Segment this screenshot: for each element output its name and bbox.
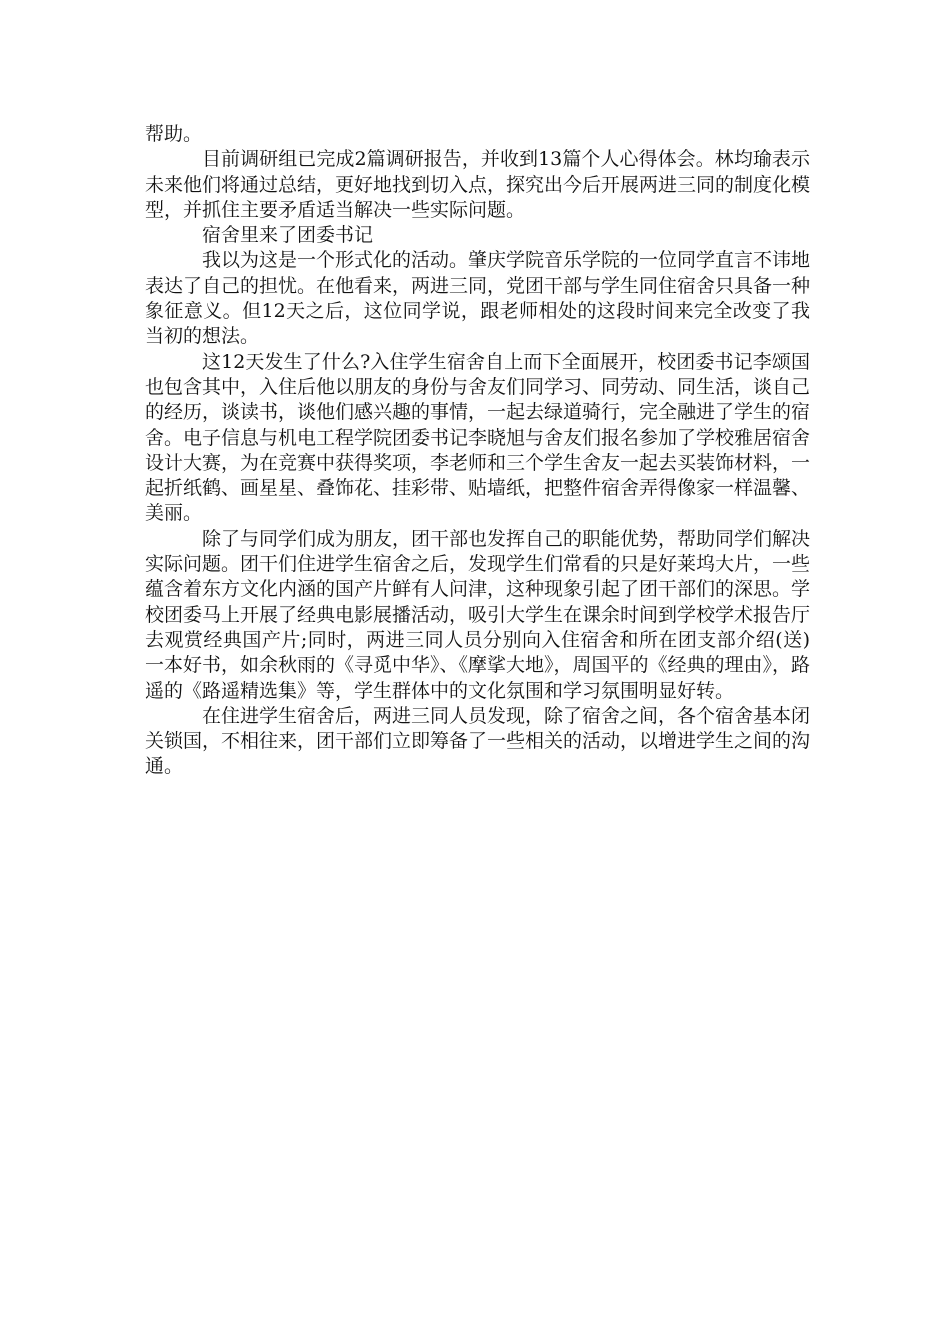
paragraph-continuation: 帮助。	[145, 123, 203, 145]
paragraph-student-concern: 我以为这是一个形式化的活动。肇庆学院音乐学院的一位同学直言不讳地表达了自己的担忧。在他看来，两进三同，党团干部与学生同住宿舍只具备一种象征意义。但12天之后，这位同学说，跟老师相处的这段时间来完全改变了我当初的想法。	[145, 249, 811, 348]
paragraph-twelve-days: 这12天发生了什么?入住学生宿舍自上而下全面展开，校团委书记李颂国也包含其中，入住后他以朋友的身份与舍友们同学习、同劳动、同生活，谈自己的经历，谈读书，谈他们感兴趣的事情，一起去绿道骑行，完全融进了学生的宿舍。电子信息与机电工程学院团委书记李晓旭与舍友们报名参加了学校雅居宿舍设计大赛，为在竞赛中获得奖项，李老师和三个学生舍友一起去买装饰材料，一起折纸鹤、画星星、叠饰花、挂彩带、贴墙纸，把整件宿舍弄得像家一样温馨、美丽。	[145, 350, 811, 525]
paragraph-research-progress: 目前调研组已完成2篇调研报告，并收到13篇个人心得体会。林均瑜表示未来他们将通过总结，更好地找到切入点，探究出今后开展两进三同的制度化模型，并抓住主要矛盾适当解决一些实际问题。	[145, 148, 811, 221]
paragraph-cultural-activities: 除了与同学们成为朋友，团干部也发挥自己的职能优势，帮助同学们解决实际问题。团干们住进学生宿舍之后，发现学生们常看的只是好莱坞大片，一些蕴含着东方文化内涵的国产片鲜有人问津，这种现象引起了团干部们的深思。学校团委马上开展了经典电影展播活动，吸引大学生在课余时间到学校学术报告厅去观赏经典国产片;同时，两进三同人员分别向入住宿舍和所在团支部介绍(送)一本好书，如余秋雨的《寻觅中华》、《摩挲大地》，周国平的《经典的理由》，路遥的《路遥精选集》等，学生群体中的文化氛围和学习氛围明显好转。	[145, 527, 811, 702]
paragraph-communication: 在住进学生宿舍后，两进三同人员发现，除了宿舍之间，各个宿舍基本闭关锁国，不相往来，团干部们立即筹备了一些相关的活动，以增进学生之间的沟通。	[145, 704, 811, 778]
section-heading: 宿舍里来了团委书记	[202, 224, 374, 247]
document-body	[145, 122, 810, 780]
